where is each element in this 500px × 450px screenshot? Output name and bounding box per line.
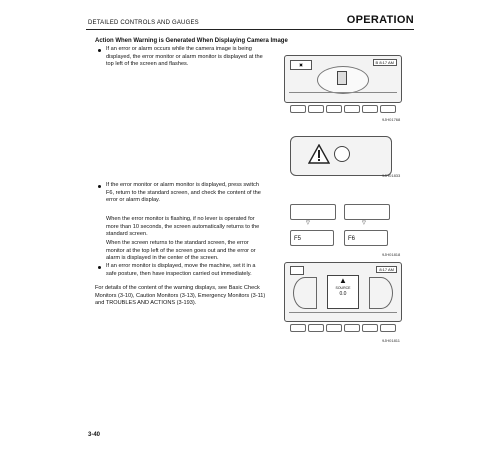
f5-switch[interactable]: F5 [290,230,334,246]
section-title: Action When Warning is Generated When Displaying Camera Image [95,38,288,44]
figure-2-id: 9JH01833 [382,173,401,178]
f3-switch[interactable] [326,105,342,113]
f6-switch[interactable] [380,105,396,113]
figure-3 [284,200,402,256]
fuel-gauge [293,277,317,309]
f2-switch[interactable] [308,105,324,113]
down-arrow-icon: ▽ [306,220,310,226]
function-row [289,92,397,100]
temperature-gauge [369,277,393,309]
figure-1-id: 9JH01768 [382,117,401,122]
f6-switch[interactable]: F6 [344,230,388,246]
time-display: 8:17 AM [376,266,397,273]
error-monitor-icon [290,266,304,275]
function-row [289,312,397,319]
page-number: 3-40 [88,432,101,438]
error-monitor-icon: ▣ [290,60,312,70]
warning-glyph-icon: ▲ [339,276,347,285]
figure-3-id: 9JH01818 [382,252,401,257]
bullet-marker [98,185,101,188]
section-header-left: DETAILED CONTROLS AND GAUGES [88,20,199,26]
paragraph-return: When the screen returns to the standard screen, the error monitor at the top left of the screen goes out and the error or alarm is displayed in the center of the screen. [106,240,256,262]
f5-switch[interactable] [362,105,378,113]
hand-symbol-button[interactable] [290,204,336,220]
check-symbol-button[interactable] [344,204,390,220]
f1-switch[interactable] [290,324,306,332]
f3-switch[interactable] [326,324,342,332]
f4-switch[interactable] [344,105,360,113]
f4-switch[interactable] [344,324,360,332]
bullet-1-text: If an error or alarm occurs while the camera image is being displayed, the error monitor or alarm monitor is displayed at the top left of the screen and flashes. [106,46,263,68]
f6-switch[interactable] [380,324,396,332]
header-rule [86,29,414,30]
center-warning-panel [327,275,359,309]
f5-switch[interactable] [362,324,378,332]
figure-4-id: 9JH01811 [382,338,400,343]
section-header-right: OPERATION [346,14,414,26]
machine-icon [337,71,347,85]
down-arrow-icon: ▽ [362,220,366,226]
warning-triangle-icon [308,144,330,164]
bullet-marker [98,266,101,269]
paragraph-references: For details of the content of the warning displays, see Basic Check Monitors (3-10), Caution Monitors (3-13), Emergency Monitors (3-11) and TROUBLES AND ACTIONS (3-193). [95,285,266,307]
paragraph-timeout: When the error monitor is flashing, if no lever is operated for more than 10 seconds, the screen automatically returns to the standard screen. [106,216,260,238]
center-warning-value: 0.0 [339,291,347,297]
center-warning-text: SOURCE [335,286,351,290]
bullet-marker [98,49,101,52]
bullet-3-text: If an error monitor is displayed, move the machine, set it in a safe posture, then have inspection carried out immediately. [106,263,256,277]
standard-screen [284,262,402,322]
figure-1 [284,55,402,120]
figure-4 [284,262,402,338]
time-display: B 8:17 AM [373,59,397,66]
f1-switch[interactable] [290,105,306,113]
figure-2 [284,132,402,176]
f2-switch[interactable] [308,324,324,332]
monitor-screen [284,55,402,103]
bullet-2-text: If the error monitor or alarm monitor is displayed, press switch F6, return to the standard screen, and check the content of the error or alarm display. [106,182,261,204]
alarm-monitor-icon [334,146,350,162]
